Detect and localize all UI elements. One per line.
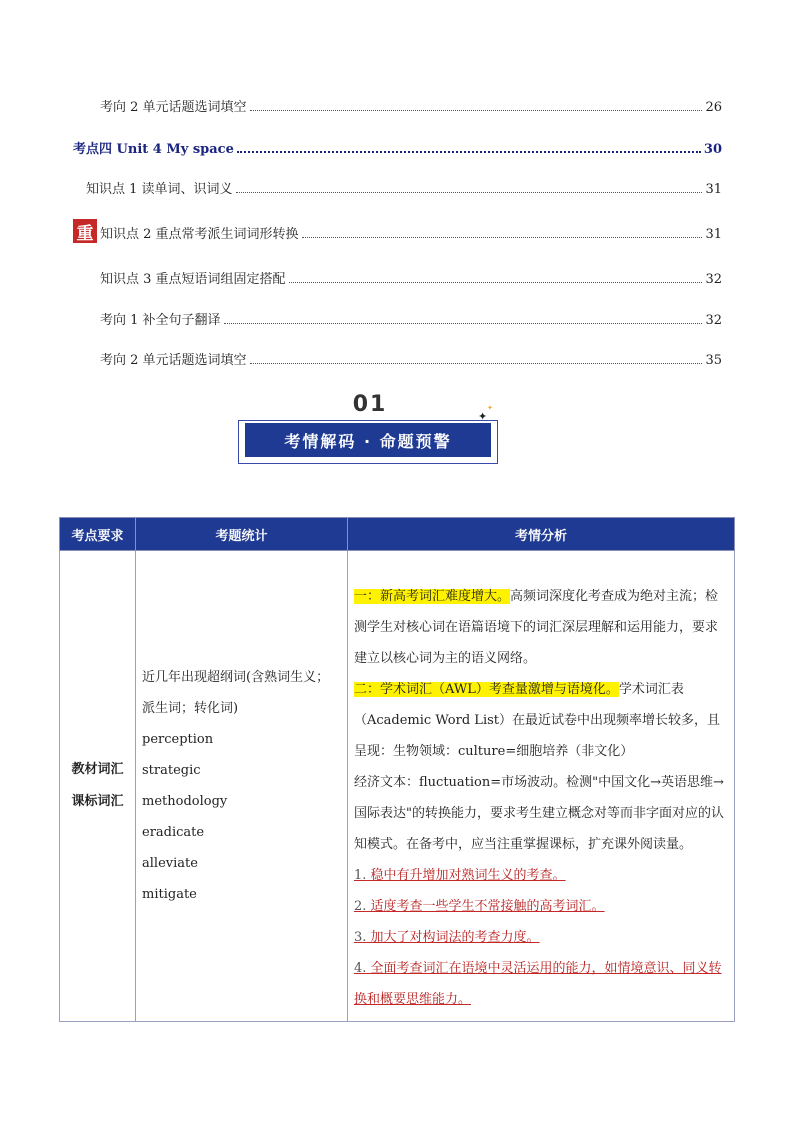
toc-leader	[224, 322, 703, 324]
stats-item: strategic	[142, 763, 201, 778]
requirement-item: 课标词汇	[71, 794, 124, 809]
stats-item: 近几年出现超纲词(含熟词生义；派生词；转化词)	[142, 670, 330, 716]
analysis-point	[354, 922, 728, 953]
point-text: 适度考查一些学生不常接触的高考词汇。	[370, 899, 605, 914]
highlight-text: 二：学术词汇（AWL）考查量激增与语境化。	[354, 682, 619, 697]
point-number: 1.	[354, 868, 367, 883]
toc-label: 知识点 3 重点短语词组固定搭配	[100, 272, 286, 287]
toc-entry[interactable]	[73, 138, 722, 157]
point-text: 全面考查词汇在语境中灵活运用的能力，如情境意识、同义转换和概要思维能力。	[354, 961, 722, 1007]
toc-leader	[302, 236, 703, 238]
toc-entry[interactable]	[100, 96, 722, 115]
toc-page: 32	[705, 313, 722, 328]
requirement-item: 教材词汇	[71, 762, 124, 777]
toc-page: 32	[705, 272, 722, 287]
table-row	[60, 551, 735, 1022]
requirement-cell	[60, 551, 136, 1022]
section-number: 01	[352, 392, 388, 417]
analysis-paragraph	[354, 581, 728, 674]
toc-entry[interactable]	[100, 349, 722, 368]
analysis-text: 高频词深度化考查成为绝对主流；检测学生对核心词在语篇语境下的词汇深层理解和运用能力，要求建立以核心词为主的语义网络。	[354, 589, 719, 666]
sparkle-icon: ✦	[478, 410, 488, 423]
section-banner-title: 考情解码 · 命题预警	[245, 423, 491, 457]
analysis-cell	[348, 551, 735, 1022]
toc-page: 35	[705, 353, 722, 368]
toc-page: 30	[703, 142, 722, 157]
point-text: 加大了对构词法的考查力度。	[370, 930, 540, 945]
toc-label: 考点四 Unit 4 My space	[73, 142, 234, 157]
toc-label: 知识点 1 读单词、识词义	[86, 182, 233, 197]
toc-entry[interactable]	[100, 268, 722, 287]
toc-label: 知识点 2 重点常考派生词词形转换	[100, 227, 299, 242]
exam-analysis-table	[59, 517, 735, 1022]
header-requirement: 考点要求	[60, 518, 136, 551]
highlight-text: 一：新高考词汇难度增大。	[354, 589, 511, 604]
analysis-text: 学术词汇表（Academic Word List）在最近试卷中出现频率增长较多，且呈现：生物领域：culture=细胞培养（非文化）	[354, 682, 720, 759]
toc-entry[interactable]	[100, 309, 722, 328]
key-point-badge: 重	[73, 219, 97, 243]
toc-entry[interactable]	[100, 223, 722, 242]
toc-page: 31	[705, 227, 722, 242]
point-number: 4.	[354, 961, 367, 976]
stats-item: perception	[142, 732, 214, 747]
stats-item: methodology	[142, 794, 228, 809]
toc-label: 考向 2 单元话题选词填空	[100, 353, 247, 368]
toc-page: 26	[705, 100, 722, 115]
analysis-point	[354, 860, 728, 891]
point-number: 2.	[354, 899, 367, 914]
toc-leader	[250, 109, 703, 111]
toc-label: 考向 2 单元话题选词填空	[100, 100, 247, 115]
toc-leader	[289, 281, 703, 283]
analysis-point	[354, 891, 728, 922]
toc-leader	[237, 150, 701, 153]
stats-item: alleviate	[142, 856, 198, 871]
toc-page: 31	[705, 182, 722, 197]
point-text: 稳中有升增加对熟词生义的考查。	[370, 868, 566, 883]
statistics-cell	[136, 551, 348, 1022]
point-number: 3.	[354, 930, 367, 945]
toc-leader	[250, 362, 703, 364]
toc-label: 考向 1 补全句子翻译	[100, 313, 221, 328]
toc-leader	[236, 191, 703, 193]
stats-item: eradicate	[142, 825, 205, 840]
toc-entry[interactable]	[86, 178, 722, 197]
analysis-paragraph: 经济文本：fluctuation=市场波动。检测"中国文化→英语思维→国际表达"的转换能力，要求考生建立概念对等而非字面对应的认知模式。在备考中，应当注重掌握课标，扩充课外阅读量。	[354, 775, 724, 852]
header-statistics: 考题统计	[136, 518, 348, 551]
analysis-point	[354, 953, 728, 1015]
analysis-paragraph	[354, 674, 728, 767]
stats-item: mitigate	[142, 887, 197, 902]
header-analysis: 考情分析	[348, 518, 735, 551]
table-header-row	[60, 518, 735, 551]
sparkle-small-icon: ✦	[487, 404, 493, 412]
